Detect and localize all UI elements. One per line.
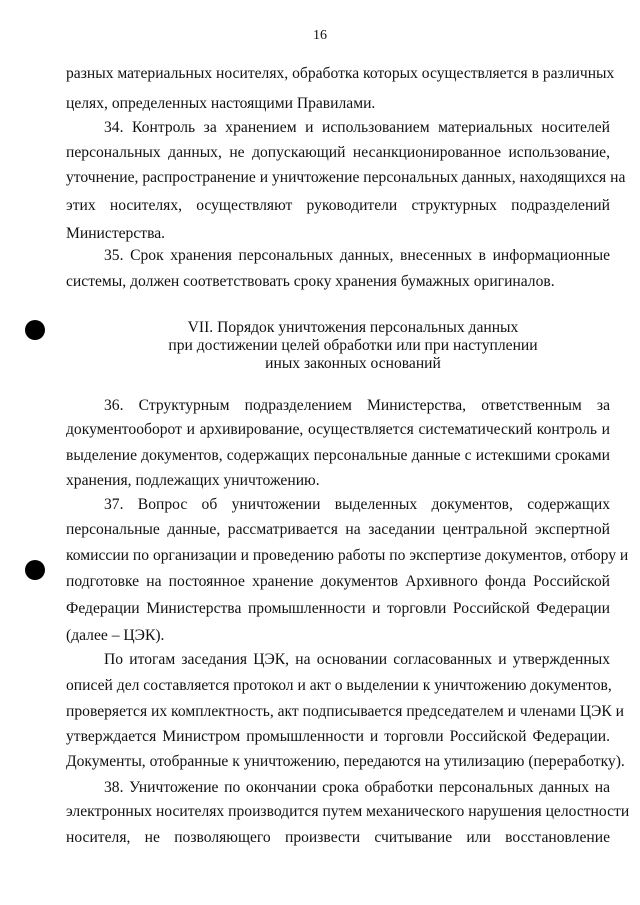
paragraph-37-start: 37. Вопрос об уничтожении выделенных документов, содержащих [104,496,610,513]
section-heading: при достижении целей обработки или при наступлении [168,337,538,354]
section-heading: VII. Порядок уничтожения персональных данных [187,319,519,336]
paragraph-start: По итогам заседания ЦЭК, на основании согласованных и утвержденных [104,651,610,668]
text-line: подготовке на постоянное хранение документов Архивного фонда Российской [66,573,610,590]
text-line: разных материальных носителях, обработка которых осуществляется в различных [66,65,615,82]
page-number: 16 [313,28,327,43]
section-heading: иных законных оснований [265,355,441,372]
text-line: Министерства. [66,225,166,242]
text-line: Документы, отобранные к уничтожению, передаются на утилизацию (переработку). [66,753,625,770]
text-line: комиссии по организации и проведению работы по экспертизе документов, отбору и [66,547,629,564]
text-line: электронных носителях производится путем механического нарушения целостности [66,803,630,820]
text-line: проверяется их комплектность, акт подписывается председателем и членами ЦЭК и [66,703,624,720]
text-line: (далее – ЦЭК). [66,627,165,644]
text-line: носителя, не позволяющего произвести считывание или восстановление [66,829,610,846]
text-line: утверждается Министром промышленности и торговли Российской Федерации. [66,728,610,745]
text-line: целях, определенных настоящими Правилами. [66,95,376,112]
text-line: описей дел составляется протокол и акт о выделении к уничтожению документов, [66,677,612,694]
paragraph-35-start: 35. Срок хранения персональных данных, внесенных в информационные [104,247,610,264]
paragraph-38-start: 38. Уничтожение по окончании срока обработки персональных данных на [104,779,610,796]
text-line: документооборот и архивирование, осуществляется систематический контроль и [66,421,610,438]
text-line: этих носителях, осуществляют руководители структурных подразделений [66,197,610,214]
paragraph-36-start: 36. Структурным подразделением Министерства, ответственным за [104,397,610,414]
text-line: Федерации Министерства промышленности и торговли Российской Федерации [66,600,610,617]
text-line: персональных данных, не допускающий несанкционированное использование, [66,144,610,161]
text-line: системы, должен соответствовать сроку хранения бумажных оригиналов. [66,273,555,290]
text-line: хранения, подлежащих уничтожению. [66,472,320,489]
text-line: уточнение, распространение и уничтожение персональных данных, находящихся на [66,169,626,186]
punch-hole-bottom [25,560,45,580]
text-line: персональные данные, рассматривается на заседании центральной экспертной [66,521,610,538]
paragraph-34-start: 34. Контроль за хранением и использованием материальных носителей [104,119,610,136]
text-line: выделение документов, содержащих персональные данные с истекшими сроками [66,447,610,464]
